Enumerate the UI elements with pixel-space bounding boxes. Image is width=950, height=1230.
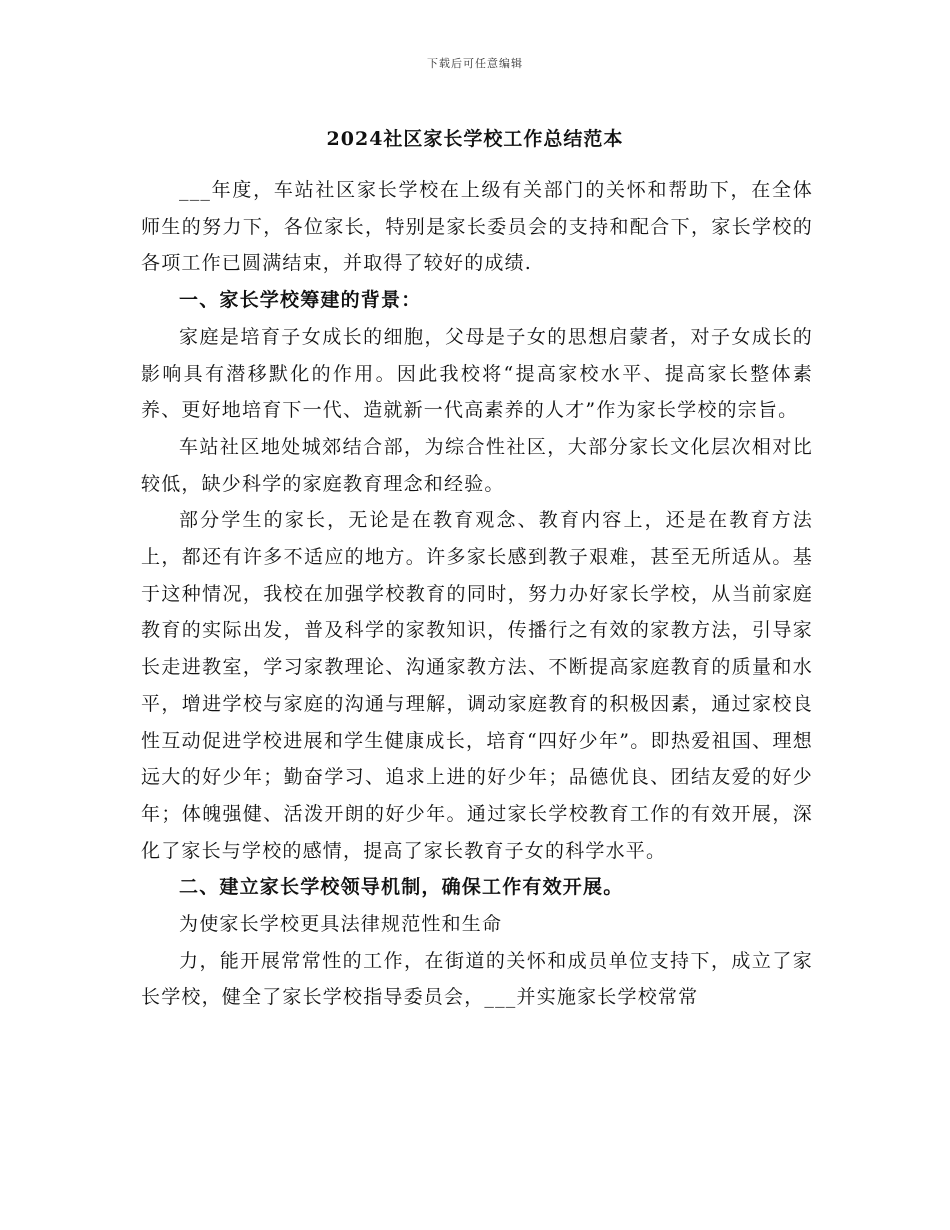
background-paragraph-1: 家庭是培育子女成长的细胞，父母是子女的思想启蒙者，对子女成长的影响具有潜移默化的作用。因此我校将“提高家校水平、提高家长整体素养、更好地培育下一代、造就新一代高素养的人才”作为家长学校的宗旨。	[141, 325, 813, 422]
background-paragraph-3: 部分学生的家长，无论是在教育观念、教育内容上，还是在教育方法上，都还有许多不适应的地方。许多家长感到教子艰难，甚至无所适从。基于这种情况，我校在加强学校教育的同时，努力办好家长学校，从当前家庭教育的实际出发，普及科学的家教知识，传播行之有效的家教方法，引导家长走进教室，学习家教理论、沟通家教方法、不断提高家庭教育的质量和水平，增进学校与家庭的沟通与理解，调动家庭教育的积极因素，通过家校良性互动促进学校进展和学生健康成长，培育“四好少年”。即热爱祖国、理想远大的好少年；勤奋学习、追求上进的好少年；品德优良、团结友爱的好少年；体魄强健、活泼开朗的好少年。通过家长学校教育工作的有效开展，深化了家长与学校的感情，提高了家长教育子女的科学水平。	[141, 509, 813, 862]
section-heading-leadership: 二、建立家长学校领导机制，确保工作有效开展。	[179, 876, 624, 899]
page-header-note: 下载后可任意编辑	[427, 57, 523, 70]
document-body	[141, 172, 813, 1016]
leadership-paragraph-1: 为使家长学校更具法律规范性和生命	[179, 913, 503, 936]
background-paragraph-2: 车站社区地处城郊结合部，为综合性社区，大部分家长文化层次相对比较低，缺少科学的家庭教育理念和经验。	[141, 435, 813, 495]
leadership-paragraph-2: 力，能开展常常性的工作，在街道的关怀和成员单位支持下，成立了家长学校，健全了家长学校指导委员会，___并实施家长学校常常	[141, 949, 813, 1009]
section-heading-background: 一、家长学校筹建的背景：	[179, 289, 422, 312]
intro-paragraph: ___年度，车站社区家长学校在上级有关部门的关怀和帮助下，在全体师生的努力下，各位家长，特别是家长委员会的支持和配合下，家长学校的各项工作已圆满结束，并取得了较好的成绩.	[141, 179, 813, 275]
document-title: 2024社区家长学校工作总结范本	[326, 128, 624, 150]
